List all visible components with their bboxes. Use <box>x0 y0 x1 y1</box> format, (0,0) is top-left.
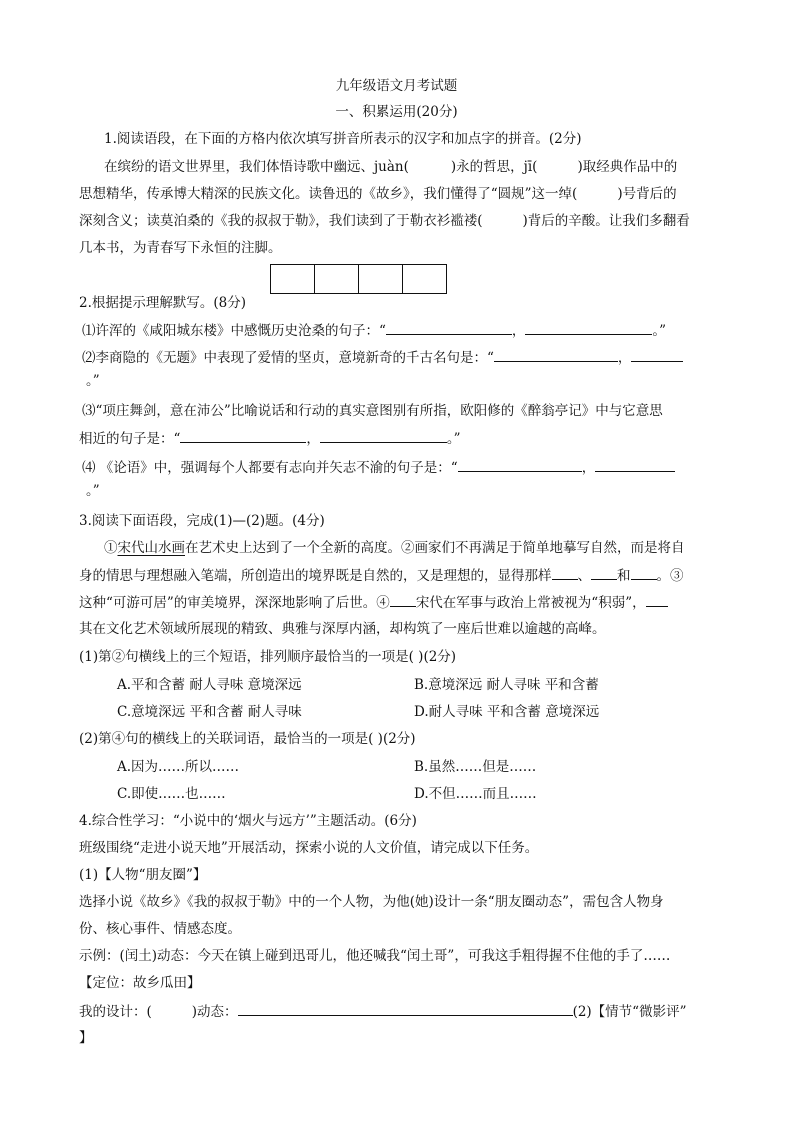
q4-my-design <box>79 1002 687 1021</box>
q1-text: 深刻含义；读莫泊桑的《我的叔叔于勒》，我们读到了于勒衣衫褴褛( <box>79 213 483 229</box>
q2-sep: ， <box>511 323 526 339</box>
fill-blank[interactable] <box>494 348 618 362</box>
q4-example-location: 【定位：故乡瓜田】 <box>79 975 201 991</box>
q4-task1-desc: 选择小说《故乡》《我的叔叔于勒》中的一个人物，为他(她)设计一条“朋友圈动态”，需包含人物身 <box>79 894 664 910</box>
q2-item-1 <box>82 321 666 340</box>
fill-blank[interactable] <box>320 429 447 443</box>
q1-stem: 1.阅读语段，在下面的方格内依次填写拼音所表示的汉字和加点字的拼音。(2分) <box>104 131 582 147</box>
answer-cell[interactable] <box>315 265 359 293</box>
q2-item-text: ⑴许浑的《咸阳城东楼》中感慨历史沧桑的句子：“ <box>82 323 386 339</box>
q1-paragraph-line4: 几本书，为青春写下永恒的注脚。 <box>79 240 282 256</box>
option-b[interactable]: B.意境深远 耐人寻味 平和含蓄 <box>414 677 599 693</box>
q2-item-2 <box>82 348 683 367</box>
fill-blank[interactable] <box>458 458 582 472</box>
q2-item-4 <box>82 458 675 477</box>
fill-blank[interactable] <box>631 348 683 362</box>
answer-grid[interactable] <box>270 264 447 294</box>
q1-paragraph-line3 <box>79 212 690 230</box>
answer-cell[interactable] <box>359 265 403 293</box>
q3-text: 这种“可游可居”的审美境界，深深地影响了后世。④ <box>79 595 390 611</box>
q1-paragraph-line2 <box>79 185 677 203</box>
fill-blank[interactable] <box>552 566 578 580</box>
q3-stem: 3.阅读下面语段，完成(1)—(2)题。(4分) <box>79 513 325 529</box>
fill-blank[interactable] <box>525 321 652 335</box>
q3-text: 身的情思与理想融入笔端，所创造出的境界既是自然的，又是理想的，显得那样 <box>79 568 552 584</box>
q3-paragraph-line1 <box>104 539 685 557</box>
q1-text: )号背后的 <box>617 186 677 202</box>
option-c[interactable]: C.意境深远 平和含蓄 耐人寻味 <box>117 704 302 720</box>
q4-text: )动态： <box>191 1004 238 1020</box>
fill-blank[interactable] <box>386 321 512 335</box>
q1-text: 在缤纷的语文世界里，我们体悟诗歌中幽远、juàn( <box>104 159 409 175</box>
q2-item-text: ⑷ 《论语》中，强调每个人都要有志向并矢志不渝的句子是：“ <box>82 460 458 476</box>
option-a[interactable]: A.因为……所以…… <box>117 759 240 775</box>
q1-text: )取经典作品中的 <box>577 159 678 175</box>
fill-blank[interactable] <box>180 429 306 443</box>
q4-stem: 4.综合性学习：“小说中的‘烟火与远方’”主题活动。(6分) <box>79 813 417 829</box>
q2-sep: ， <box>306 431 320 447</box>
q2-item-text: 相近的句子是：“ <box>79 431 181 447</box>
fill-blank[interactable] <box>595 458 675 472</box>
option-b[interactable]: B.虽然……但是…… <box>414 759 537 775</box>
q4-task2-title: (2)【情节“微影评” <box>572 1004 687 1020</box>
answer-cell[interactable] <box>403 265 446 293</box>
section-heading: 一、积累运用(20分) <box>335 104 458 120</box>
q3-end: 。③ <box>656 568 684 584</box>
fill-blank[interactable] <box>631 566 657 580</box>
q2-item-3: ⑶“项庄舞剑，意在沛公”比喻说话和行动的真实意图别有所指，欧阳修的《醉翁亭记》中与它意思 <box>82 403 663 419</box>
option-c[interactable]: C.即使……也…… <box>117 786 226 802</box>
underlined-phrase: 宋代山水画 <box>117 540 185 556</box>
option-d[interactable]: D.不但……而且…… <box>414 786 537 802</box>
q4-intro: 班级围绕“走进小说天地”开展活动，探索小说的人文价值，请完成以下任务。 <box>79 840 539 856</box>
q3-paragraph-line4: 其在文化艺术领域所展现的精致、典雅与深厚内涵，却构筑了一座后世难以逾越的高峰。 <box>79 621 606 637</box>
q3-text: 宋代在军事与政治上常被视为“积弱”， <box>415 595 646 611</box>
q1-text: )永的哲思，jī( <box>450 159 538 175</box>
q2-item-4-end: 。” <box>86 483 100 499</box>
q2-item-text: ⑵李商隐的《无题》中表现了爱情的坚贞，意境新奇的千古名句是：“ <box>82 350 494 366</box>
q3-sub1-stem: (1)第②句横线上的三个短语，排列顺序最恰当的一项是( )(2分) <box>79 649 457 665</box>
q2-sep: ， <box>581 460 596 476</box>
option-d[interactable]: D.耐人寻味 平和含蓄 意境深远 <box>414 704 600 720</box>
q2-sep: ， <box>617 350 632 366</box>
q4-task1-title: (1)【人物“朋友圈”】 <box>79 867 207 883</box>
q3-sub2-stem: (2)第④句的横线上的关联词语，最恰当的一项是( )(2分) <box>79 731 416 747</box>
fill-blank[interactable] <box>390 593 416 607</box>
q2-item-2-end: 。” <box>86 373 100 389</box>
q2-end: 。” <box>652 323 667 339</box>
q3-text: 在艺术史上达到了一个全新的高度。②画家们不再满足于简单地摹写自然，而是将自 <box>185 540 685 556</box>
fill-blank[interactable] <box>238 1002 573 1016</box>
q4-task2-title-end: 】 <box>79 1030 93 1046</box>
fill-blank[interactable] <box>591 566 617 580</box>
q2-end: 。” <box>446 431 461 447</box>
q3-sep: 和 <box>617 568 631 584</box>
q4-task1-desc-cont: 份、核心事件、情感态度。 <box>79 921 241 937</box>
q3-paragraph-line3 <box>79 593 668 612</box>
q1-text: 思想精华，传承博大精深的民族文化。读鲁迅的《故乡》，我们懂得了“圆规”这一绰( <box>79 186 578 202</box>
q4-example: 示例：(闰土)动态：今天在镇上碰到迅哥儿，他还喊我“闰土哥”，可我这手粗得握不住他的手了…… <box>79 948 671 964</box>
exam-title: 九年级语文月考试题 <box>335 78 458 94</box>
q1-paragraph-line1 <box>104 158 677 176</box>
option-a[interactable]: A.平和含蓄 耐人寻味 意境深远 <box>117 677 302 693</box>
q3-sep: 、 <box>577 568 591 584</box>
q2-item-3-cont <box>79 429 461 448</box>
q3-paragraph-line2 <box>79 566 684 585</box>
q4-text: 我的设计：( <box>79 1004 152 1020</box>
sentence-marker: ① <box>104 540 118 556</box>
fill-blank[interactable] <box>646 593 668 607</box>
answer-cell[interactable] <box>271 265 315 293</box>
q2-stem: 2.根据提示理解默写。(8分) <box>79 295 247 311</box>
q1-text: )背后的辛酸。让我们多翻看 <box>522 213 690 229</box>
